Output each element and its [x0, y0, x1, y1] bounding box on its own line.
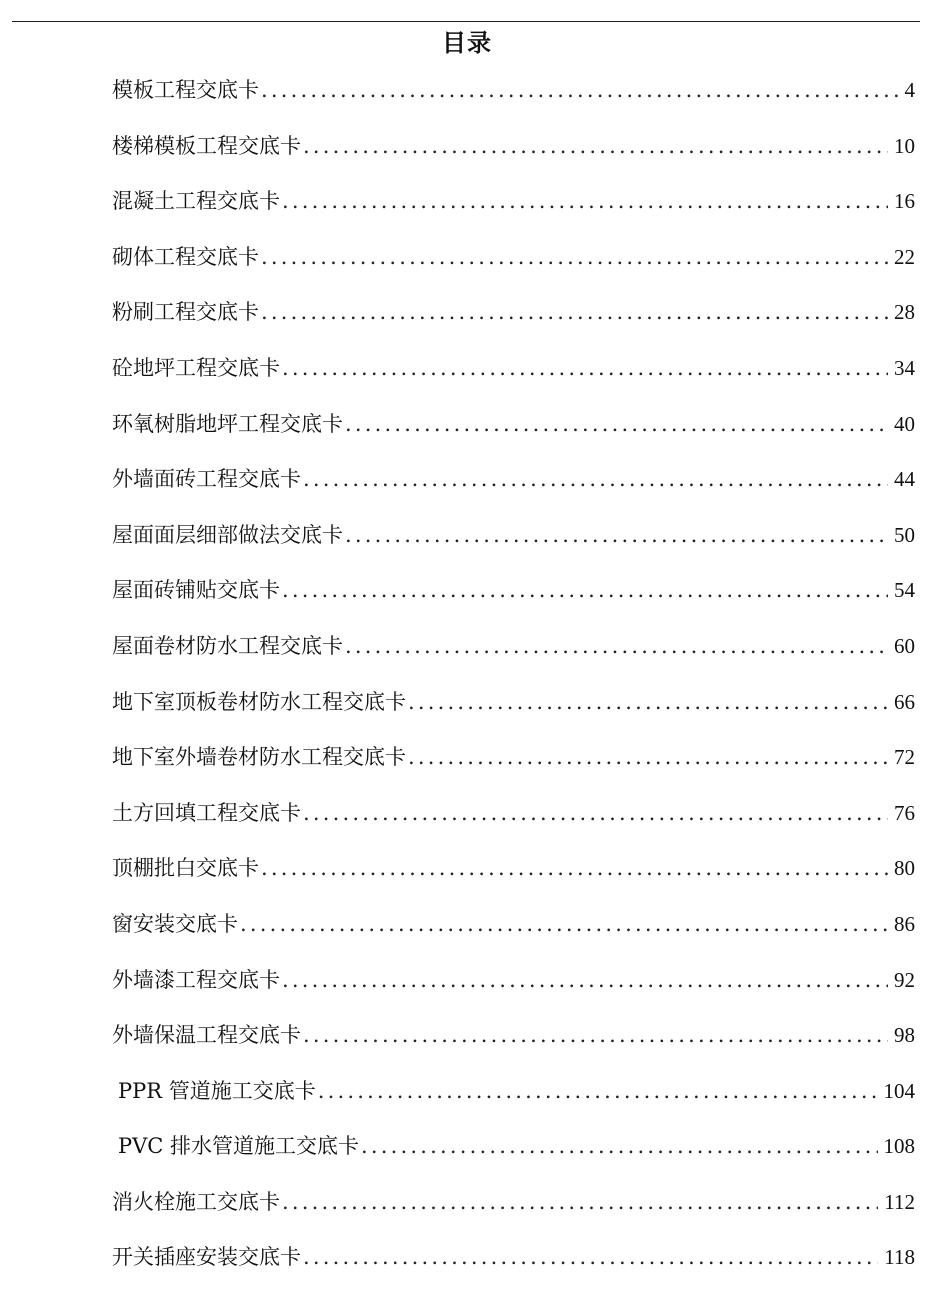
toc-entry[interactable]	[112, 566, 915, 622]
toc-entry-label: 粉刷工程交底卡	[112, 300, 259, 325]
toc-dot-leader	[408, 733, 888, 781]
toc-entry-label: 砼地坪工程交底卡	[112, 355, 280, 380]
toc-entry-page: 34	[894, 355, 915, 380]
toc-dot-leader	[408, 678, 888, 726]
toc-entry-label: 顶棚批白交底卡	[112, 856, 259, 881]
toc-dot-leader	[282, 177, 888, 225]
toc-entry-label: 外墙面砖工程交底卡	[112, 467, 301, 492]
toc-entry-label: PPR 管道施工交底卡	[118, 1078, 316, 1103]
toc-dot-leader	[361, 1122, 877, 1170]
toc-entry-page: 60	[894, 633, 915, 658]
toc-entry[interactable]	[112, 511, 915, 567]
toc-entry-label: 混凝土工程交底卡	[112, 189, 280, 214]
toc-entry-page: 50	[894, 522, 915, 547]
toc-dot-leader	[282, 956, 888, 1004]
header-rule	[12, 21, 920, 22]
toc-entry-page: 92	[894, 967, 915, 992]
toc-entry[interactable]	[112, 900, 915, 956]
toc-entry[interactable]	[112, 678, 915, 734]
toc-dot-leader	[303, 1011, 888, 1059]
toc-entry[interactable]	[112, 66, 915, 122]
toc-entry-page: 108	[883, 1134, 915, 1159]
toc-entry-label: 消火栓施工交底卡	[112, 1189, 280, 1214]
toc-entry-page: 86	[894, 911, 915, 936]
toc-entry-label: 地下室顶板卷材防水工程交底卡	[112, 689, 406, 714]
toc-list	[112, 66, 915, 1289]
toc-dot-leader	[240, 900, 888, 948]
toc-entry-page: 118	[884, 1245, 915, 1270]
toc-entry[interactable]	[112, 789, 915, 845]
toc-entry[interactable]	[112, 1122, 915, 1178]
toc-entry-page: 16	[894, 189, 915, 214]
toc-entry-page: 22	[894, 244, 915, 269]
toc-dot-leader	[261, 233, 888, 281]
toc-entry[interactable]	[112, 177, 915, 233]
toc-entry-label: 窗安装交底卡	[112, 911, 238, 936]
toc-dot-leader	[303, 122, 888, 170]
toc-dot-leader	[282, 566, 888, 614]
toc-entry-page: 28	[894, 300, 915, 325]
toc-dot-leader	[303, 1233, 878, 1281]
toc-entry[interactable]	[112, 344, 915, 400]
toc-entry[interactable]	[112, 1233, 915, 1289]
toc-title: 目录	[442, 29, 492, 57]
toc-entry-page: 104	[883, 1078, 915, 1103]
toc-entry-label: 开关插座安装交底卡	[112, 1245, 301, 1270]
toc-entry-page: 98	[894, 1023, 915, 1048]
toc-entry[interactable]	[112, 1011, 915, 1067]
toc-entry-label: 楼梯模板工程交底卡	[112, 133, 301, 158]
toc-dot-leader	[261, 844, 888, 892]
toc-entry-page: 76	[894, 800, 915, 825]
toc-entry-page: 54	[894, 578, 915, 603]
toc-entry-label: 环氧树脂地坪工程交底卡	[112, 411, 343, 436]
toc-entry-label: 屋面面层细部做法交底卡	[112, 522, 343, 547]
toc-entry-label: 屋面砖铺贴交底卡	[112, 578, 280, 603]
toc-entry[interactable]	[112, 733, 915, 789]
toc-entry-page: 66	[894, 689, 915, 714]
toc-entry-label: 屋面卷材防水工程交底卡	[112, 633, 343, 658]
toc-entry-page: 72	[894, 745, 915, 770]
toc-entry-page: 4	[904, 78, 915, 102]
toc-dot-leader	[345, 511, 888, 559]
toc-entry[interactable]	[112, 622, 915, 678]
toc-entry-label: 外墙保温工程交底卡	[112, 1023, 301, 1048]
toc-entry-page: 80	[894, 856, 915, 881]
toc-entry[interactable]	[112, 400, 915, 456]
toc-dot-leader	[282, 344, 888, 392]
toc-dot-leader	[303, 455, 888, 503]
toc-entry[interactable]	[112, 122, 915, 178]
toc-entry-label: 外墙漆工程交底卡	[112, 967, 280, 992]
toc-entry[interactable]	[112, 956, 915, 1012]
toc-entry-label: 土方回填工程交底卡	[112, 800, 301, 825]
toc-dot-leader	[345, 622, 888, 670]
toc-dot-leader	[261, 66, 899, 114]
toc-entry-page: 112	[884, 1189, 915, 1214]
toc-entry[interactable]	[112, 1178, 915, 1234]
toc-entry-label: 砌体工程交底卡	[112, 244, 259, 269]
toc-entry-label: PVC 排水管道施工交底卡	[118, 1134, 360, 1159]
toc-entry-page: 10	[894, 133, 915, 158]
toc-entry-label: 模板工程交底卡	[112, 78, 259, 102]
toc-entry-label: 地下室外墙卷材防水工程交底卡	[112, 745, 406, 770]
toc-dot-leader	[303, 789, 888, 837]
toc-entry[interactable]	[112, 288, 915, 344]
toc-dot-leader	[345, 400, 888, 448]
toc-entry[interactable]	[112, 455, 915, 511]
toc-entry-page: 44	[894, 467, 915, 492]
toc-dot-leader	[261, 288, 888, 336]
toc-dot-leader	[318, 1067, 878, 1115]
toc-entry-page: 40	[894, 411, 915, 436]
toc-entry[interactable]	[112, 233, 915, 289]
toc-entry[interactable]	[112, 844, 915, 900]
toc-dot-leader	[282, 1178, 878, 1226]
toc-entry[interactable]	[112, 1067, 915, 1123]
